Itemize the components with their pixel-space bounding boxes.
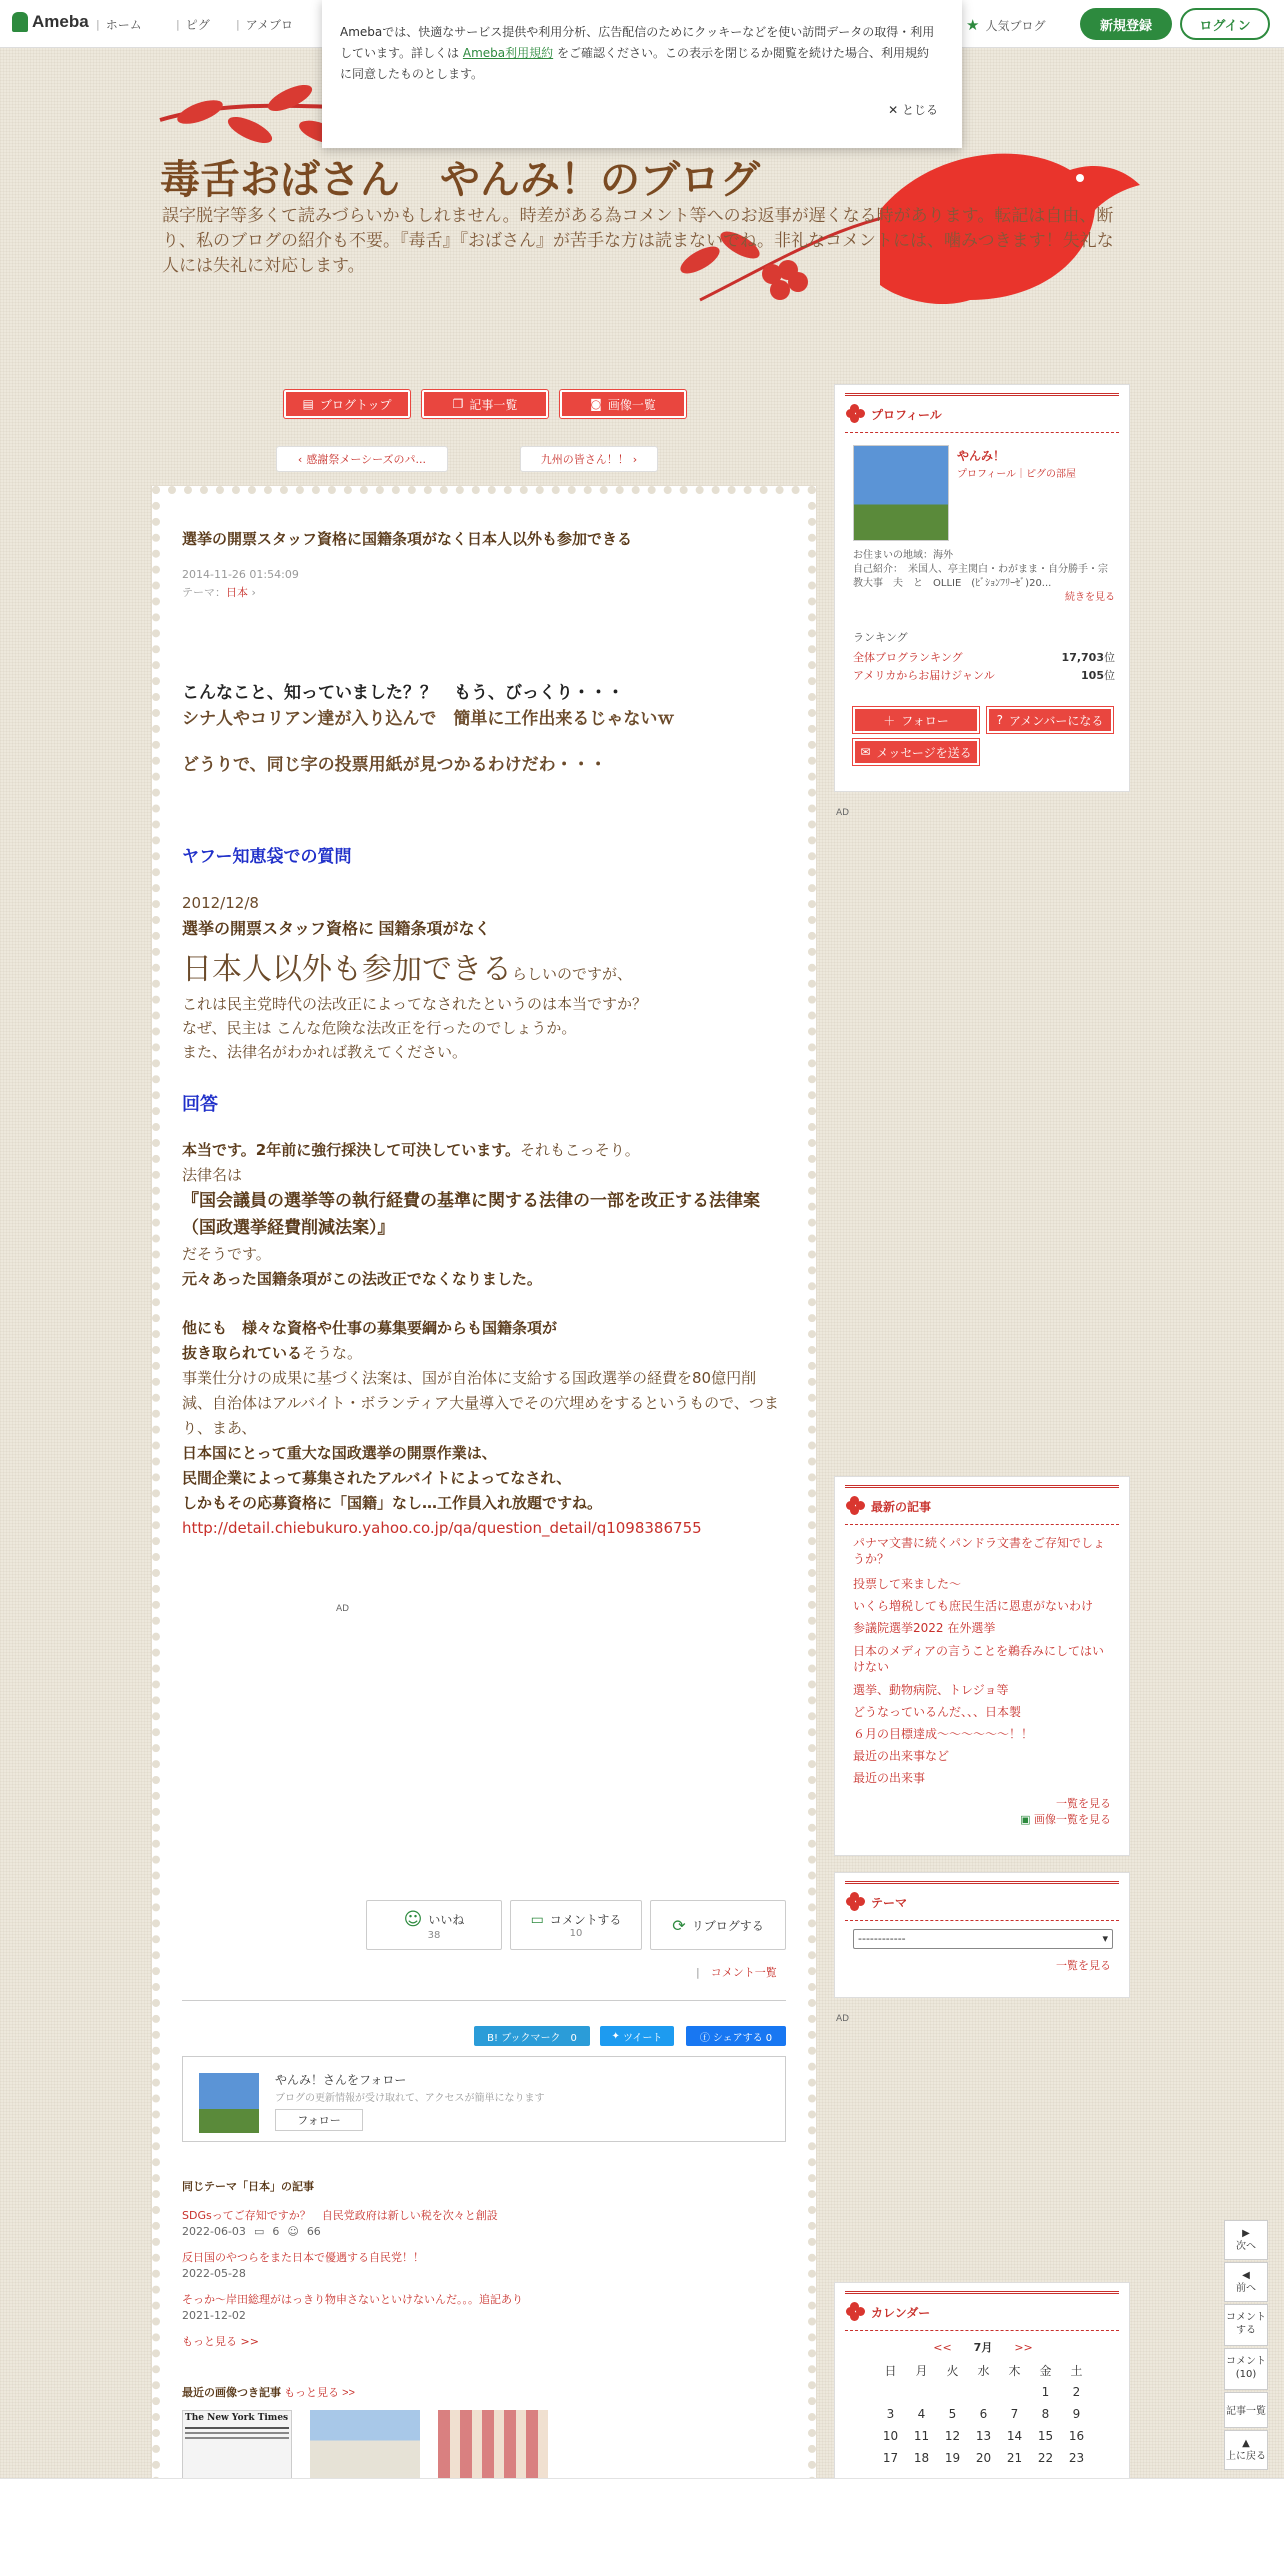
comment-button[interactable]: ▭ コメントする 10 bbox=[510, 1900, 642, 1950]
amember-button[interactable]: ? アメンバーになる bbox=[987, 707, 1113, 733]
prev-article-button[interactable]: ‹ 感謝祭メーシーズのパ... bbox=[276, 446, 448, 472]
related-articles: SDGsってご存知ですか？ 自民党政府は新しい税を次々と創設 2022-06-03 ▭ 6 ☺ 66 反日国のやつらをまた日本で優遇する自民党！！ 2022-05-28 そっか〜岸田総理がはっきり物申さないといけないんだ。。。追記あり 2021-12-02 もっと見る >> bbox=[182, 2209, 523, 2348]
tweet-button[interactable]: ✦ ツイート bbox=[600, 2026, 674, 2046]
recent-item[interactable]: 選挙、動物病院、トレジョ等 bbox=[853, 1683, 1009, 1697]
profile-links[interactable]: プロフィール｜ピグの部屋 bbox=[957, 469, 1076, 480]
recent-item[interactable]: 最近の出来事など bbox=[853, 1749, 950, 1763]
calendar-grid: 日 月 火 水 木 金 土 1 2 3 4 5 6 7 8 9 10 11 12 13 14 15 16 17 18 19 20 21 22 23 bbox=[882, 2363, 1085, 2465]
more-related-link[interactable]: もっと見る >> bbox=[182, 2335, 259, 2348]
profile-avatar[interactable] bbox=[853, 445, 949, 541]
document-icon: ❐ bbox=[452, 397, 464, 411]
blog-description: 誤字脱字等多くて読みづらいかもしれません。時差がある為コメント等へのお返事が遅くなる時があります。転記は自由、断り、私のブログの紹介も不要。『毒舌』『おばさん』が苦手な方は読まないでね。非礼なコメントには、噛みつきます！失礼な人には失礼に対応します。 bbox=[162, 206, 1114, 276]
reblog-button[interactable]: ⟳ リブログする bbox=[650, 1900, 786, 1950]
clover-icon bbox=[845, 1496, 865, 1516]
recent-item[interactable]: いくら増税しても庶民生活に恩恵がないわけ bbox=[853, 1599, 1094, 1613]
profile-name[interactable]: やんみ！ bbox=[957, 449, 1006, 463]
thumbnail-product[interactable] bbox=[438, 2410, 548, 2486]
clover-icon bbox=[845, 404, 865, 424]
list-icon: ▤ bbox=[302, 397, 314, 411]
theme-link[interactable]: 日本 bbox=[226, 586, 248, 599]
source-link[interactable]: http://detail.chiebukuro.yahoo.co.jp/qa/question_detail/q1098386755 bbox=[182, 1519, 702, 1537]
twitter-icon: ✦ bbox=[611, 2030, 620, 2042]
facebook-share-button[interactable]: ⓕ シェアする 0 bbox=[686, 2026, 786, 2046]
nav-pigg[interactable]: | ピグ bbox=[176, 18, 210, 32]
bottom-bar bbox=[0, 2478, 1284, 2568]
nav-popular-blog[interactable]: ★ 人気ブログ bbox=[966, 16, 1046, 34]
article-title[interactable]: 選挙の開票スタッフ資格に国籍条項がなく日本人以外も参加できる bbox=[182, 531, 633, 548]
comment-icon: ▭ bbox=[530, 1911, 544, 1928]
float-prev-button[interactable]: ◀ 前へ bbox=[1224, 2262, 1268, 2302]
smile-icon: ☺ bbox=[403, 1909, 423, 1930]
terms-link[interactable]: Ameba利用規約 bbox=[462, 46, 554, 60]
article-list-button[interactable]: ❐ 記事一覧 bbox=[422, 390, 548, 418]
article-theme: テーマ：日本 › bbox=[182, 586, 256, 599]
ranking-overall-link[interactable]: 全体ブログランキング bbox=[853, 651, 963, 664]
follow-button[interactable]: フォロー bbox=[275, 2109, 363, 2131]
question-body: これは民主党時代の法改正によってなされたというのは本当ですか？ なぜ、民主は こんな危険な法改正を行ったのでしょうか。 また、法律名がわかれば教えてください。 bbox=[182, 995, 648, 1061]
theme-more-link[interactable]: 一覧を見る bbox=[1056, 1959, 1111, 1972]
ameba-logo-icon bbox=[12, 12, 28, 32]
star-icon: ★ bbox=[966, 16, 980, 34]
ranking-label: ランキング bbox=[853, 631, 908, 644]
recent-item[interactable]: 投票して来ました〜 bbox=[853, 1577, 962, 1591]
section-heading-yahoo: ヤフー知恵袋での質問 bbox=[182, 847, 352, 866]
recent-item[interactable]: ６月の目標達成〜〜〜〜〜〜！！ bbox=[853, 1727, 1034, 1741]
follow-desc: ブログの更新情報が受け取れて、アクセスが簡単になります bbox=[275, 2093, 545, 2104]
play-left-icon: ◀ bbox=[1242, 2270, 1250, 2281]
arrow-up-icon: ▲ bbox=[1242, 2438, 1250, 2449]
nav-home[interactable]: | ホーム bbox=[96, 18, 142, 32]
clover-icon bbox=[845, 2302, 865, 2322]
calendar-prev[interactable]: << bbox=[933, 2341, 952, 2354]
divider bbox=[182, 2000, 786, 2001]
article-date: 2014-11-26 01:54:09 bbox=[182, 568, 299, 581]
answer-body: 本当です。2年前に強行採決して可決しています。それもこっそり。 法律名は 『国会議員の選挙等の執行経費の基準に関する法律の一部を改正する法律案（国政選挙経費削減法案）』 だそうです。 元々あった国籍条項がこの法改正でなくなりました。 他にも 様々な資格や仕事の募集要綱からも国籍条項が 抜き取られているそうな。 事業仕分けの成果に基づく法案は、国が自治体に支給する国政選挙の経費を80億円削減、自治体はアルバイト・ボランティア大量導入でその穴埋めをするというもので、つまり、まあ、 日本国にとって重大な国政選挙の開票作業は、 民間企業によって募集されたアルバイトによってなされ、 しかもその応募資格に「国籍」なし…工作員入れ放題ですね。 http://detail.chiebukuro.yahoo.co.jp/qa/question_detail/q1098386755 bbox=[182, 1138, 782, 1541]
signup-button[interactable]: 新規登録 bbox=[1080, 8, 1172, 40]
like-button[interactable]: ☺ いいね 38 bbox=[366, 1900, 502, 1950]
theme-select[interactable]: ------------ ▾ bbox=[853, 1929, 1113, 1949]
separator-icon: | bbox=[236, 18, 240, 31]
hatena-bookmark-button[interactable]: B! ブックマーク 0 bbox=[474, 2026, 590, 2046]
profile-more-link[interactable]: 続きを見る bbox=[1065, 592, 1115, 603]
recent-images-more-link[interactable]: もっと見る >> bbox=[284, 2387, 355, 2399]
recent-item[interactable]: どうなっているんだ、、、日本製 bbox=[853, 1705, 1022, 1719]
follow-profile-button[interactable]: ＋ フォロー bbox=[853, 707, 979, 733]
follow-box bbox=[182, 2056, 786, 2142]
login-button[interactable]: ログイン bbox=[1180, 8, 1270, 40]
related-link-1[interactable]: SDGsってご存知ですか？ 自民党政府は新しい税を次々と創設 bbox=[182, 2209, 498, 2222]
question-icon: ? bbox=[996, 713, 1003, 727]
blog-top-button[interactable]: ▤ ブログトップ bbox=[284, 390, 410, 418]
thumbnail-newspaper[interactable]: The New York Times bbox=[182, 2410, 292, 2486]
float-comments-button[interactable]: コメント(10) bbox=[1224, 2348, 1268, 2390]
section-heading-answer: 回答 bbox=[182, 1094, 218, 1114]
comment-icon: ▭ bbox=[253, 2225, 265, 2238]
recent-articles-widget: 最新の記事 パナマ文書に続くパンドラ文書をご存知でしょうか？ 投票して来ました〜 いくら増税しても庶民生活に恩恵がないわけ 参議院選挙2022 在外選挙 日本のメディアの言うことを鵜呑みにしてはいけない 選挙、動物病院、トレジョ等 どうなっているんだ、、、日本製 ６月の目標達成〜〜〜〜〜〜！！ 最近の出来事など 最近の出来事 一覧を見る ▣ 画像一覧を見る bbox=[834, 1476, 1130, 1856]
question-line: 選挙の開票スタッフ資格に 国籍条項がなく bbox=[182, 921, 491, 938]
same-theme-heading: 同じテーマ「日本」の記事 bbox=[182, 2181, 314, 2193]
ad-label: AD bbox=[336, 1604, 350, 1614]
sidebar-ad-label: AD bbox=[836, 808, 850, 818]
nav-ameblo[interactable]: | アメブロ bbox=[236, 18, 293, 32]
ameba-logo[interactable]: Ameba bbox=[12, 12, 89, 32]
calendar-nav: << 7月 >> bbox=[933, 2341, 1033, 2354]
chevron-right-icon: › bbox=[632, 452, 638, 466]
recent-image-more-link[interactable]: ▣ 画像一覧を見る bbox=[1020, 1813, 1111, 1826]
close-icon: ✕ bbox=[888, 103, 902, 117]
thumbnail-house[interactable] bbox=[310, 2410, 420, 2486]
avatar bbox=[199, 2073, 259, 2133]
follow-title: やんみ！さんをフォロー bbox=[275, 2073, 407, 2087]
comment-list-link[interactable]: | コメント一覧 bbox=[696, 1966, 777, 1979]
chevron-down-icon: ▾ bbox=[1102, 1932, 1108, 1945]
question-big: 日本人以外も参加できるらしいのですが、 bbox=[182, 952, 633, 987]
calendar-next[interactable]: >> bbox=[1014, 2341, 1033, 2354]
next-article-button[interactable]: 九州の皆さん！！ › bbox=[520, 446, 658, 472]
ranking-genre-link[interactable]: アメリカからお届けジャンル bbox=[853, 669, 995, 682]
question-date: 2012/12/8 bbox=[182, 894, 259, 912]
recent-list-more-link[interactable]: 一覧を見る bbox=[1056, 1797, 1111, 1810]
recent-item[interactable]: 日本のメディアの言うことを鵜呑みにしてはいけない bbox=[853, 1644, 1105, 1674]
related-link-3[interactable]: そっか〜岸田総理がはっきり物申さないといけないんだ。。。追記あり bbox=[182, 2293, 523, 2306]
float-comment-button[interactable]: コメントする bbox=[1224, 2304, 1268, 2346]
related-link-2[interactable]: 反日国のやつらをまた日本で優遇する自民党！！ bbox=[182, 2251, 424, 2264]
recent-item[interactable]: 参議院選挙2022 在外選挙 bbox=[853, 1621, 996, 1635]
message-button[interactable]: ✉ メッセージを送る bbox=[853, 739, 979, 765]
image-icon: ▣ bbox=[1020, 1813, 1034, 1826]
recent-item[interactable]: 最近の出来事 bbox=[853, 1771, 926, 1785]
profile-widget: プロフィール やんみ！ プロフィール｜ピグの部屋 お住まいの地域：海外 自己紹介： 米国人、亭主関白・わがまま・自分勝手・宗教大事 夫 と OLLIE (ﾋﾞｼｮﾝﾌﾘｰｾﾞ)20... 続きを見る ランキング 全体ブログランキング 17,703位 アメリカからお届けジャンル 105位 ＋ フォロー ? アメンバーになる ✉ メッセージを送る bbox=[834, 384, 1130, 792]
profile-intro: お住まいの地域：海外 自己紹介： 米国人、亭主関白・わがまま・自分勝手・宗教大事 夫 と OLLIE (ﾋﾞｼｮﾝﾌﾘｰｾﾞ)20... 続きを見る bbox=[853, 550, 1115, 603]
plus-icon: ＋ bbox=[883, 713, 896, 728]
float-list-button[interactable]: 記事一覧 bbox=[1224, 2392, 1268, 2428]
ranking-list: 全体ブログランキング 17,703位 アメリカからお届けジャンル 105位 bbox=[853, 649, 1115, 685]
reblog-icon: ⟳ bbox=[672, 1915, 686, 1935]
recent-images-heading: 最近の画像つき記事 もっと見る >> bbox=[182, 2387, 355, 2399]
clover-icon bbox=[845, 1892, 865, 1912]
recent-item[interactable]: パナマ文書に続くパンドラ文書をご存知でしょうか？ bbox=[853, 1536, 1106, 1566]
like-icon: ☺ bbox=[287, 2225, 299, 2238]
chevron-left-icon: ‹ bbox=[297, 452, 303, 466]
cookie-close-button[interactable]: ✕ とじる bbox=[888, 103, 938, 117]
blog-title[interactable]: 毒舌おばさん やんみ！のブログ bbox=[160, 156, 760, 203]
theme-widget: テーマ ------------ ▾ 一覧を見る bbox=[834, 1872, 1130, 1998]
facebook-icon: ⓕ bbox=[699, 2032, 710, 2044]
play-right-icon: ▶ bbox=[1242, 2228, 1250, 2239]
image-list-button[interactable]: ◙ 画像一覧 bbox=[560, 390, 686, 418]
intro-text: こんなこと、知っていました？？ もう、びっくり・・・ シナ人やコリアン達が入り込んで 簡単に工作出来るじゃないｗ どうりで、同じ字の投票用紙が見つかるわけだわ・・・ bbox=[182, 683, 675, 774]
separator-icon: | bbox=[176, 18, 180, 31]
recent-article-list bbox=[853, 1535, 1115, 1789]
float-next-button[interactable]: ▶ 次へ bbox=[1224, 2220, 1268, 2260]
sidebar-ad-label-2: AD bbox=[836, 2014, 850, 2024]
camera-icon: ◙ bbox=[590, 397, 602, 411]
separator-icon: | bbox=[96, 18, 100, 31]
cookie-notice: Amebaでは、快適なサービス提供や利用分析、広告配信のためにクッキーなどを使い訪問データの取得・利用しています。詳しくは Ameba利用規約 をご確認ください。この表示を閉じるか閲覧を続けた場合、利用規約に同意したものとします。 ✕ とじる bbox=[322, 0, 962, 148]
calendar-widget: カレンダー << 7月 >> 日 月 火 水 木 金 土 1 2 3 4 5 6 7 8 9 10 11 12 13 14 15 16 17 18 19 20 21 22 23 bbox=[834, 2282, 1130, 2482]
mail-icon: ✉ bbox=[860, 745, 871, 759]
float-top-button[interactable]: ▲ 上に戻る bbox=[1224, 2430, 1268, 2470]
chevron-right-icon: › bbox=[248, 586, 256, 599]
